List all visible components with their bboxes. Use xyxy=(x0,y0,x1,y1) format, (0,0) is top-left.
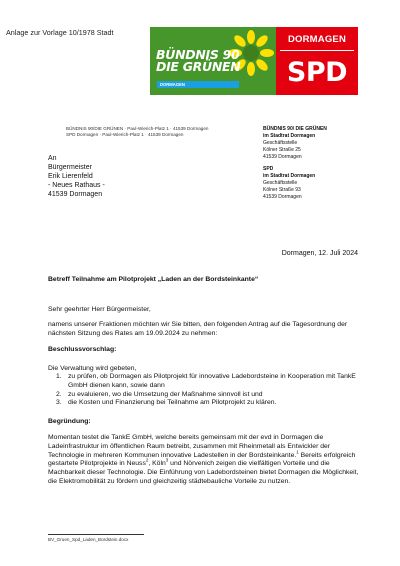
recipient-line: An xyxy=(48,155,57,162)
spd-logo-city: DORMAGEN xyxy=(287,34,347,45)
list-item-number: 2. xyxy=(56,390,62,398)
gruene-logo-line2: DIE GRÜNEN xyxy=(156,59,241,74)
spd-logo-word: SPD xyxy=(286,57,348,88)
recipient-line: - Neues Rathaus - xyxy=(48,182,105,189)
motion-lead-in: Die Verwaltung wird gebeten, xyxy=(48,365,137,372)
list-item xyxy=(48,399,360,408)
spd-logo xyxy=(276,27,358,95)
gruene-logo xyxy=(150,27,276,95)
salutation: Sehr geehrter Herr Bürgermeister, xyxy=(48,306,151,313)
reason-heading: Begründung: xyxy=(48,418,91,425)
reason-paragraph xyxy=(48,434,360,487)
footnote-marker: 1 xyxy=(296,449,299,455)
sender-spd-office: Geschäftsstelle xyxy=(263,180,298,186)
footer-divider xyxy=(48,534,144,535)
sender-spd-street: Kölner Straße 93 xyxy=(263,187,301,193)
return-address xyxy=(66,126,208,138)
sender-gruene-office: Geschäftsstelle xyxy=(263,140,298,146)
letter-subject: Betreff Teilnahme am Pilotprojekt „Laden an der Bordsteinkante“ xyxy=(48,276,259,283)
spd-logo-divider xyxy=(280,50,354,51)
list-item-text: zu evaluieren, wo die Umsetzung der Maßnahme sinnvoll ist und xyxy=(68,390,263,398)
sender-gruene-council: im Stadtrat Dormagen xyxy=(263,133,316,139)
list-item-number: 1. xyxy=(56,373,62,380)
list-item-number: 3. xyxy=(56,399,62,407)
return-address-line: BÜNDNIS 90/DIE GRÜNEN · Paul-Wierich-Platz 1 · 41539 Dormagen xyxy=(66,126,209,131)
sender-spd-name: SPD xyxy=(263,166,274,172)
reason-text: Bereits erfolgreich gestartete Pilotprojekte in Neuss xyxy=(48,451,356,468)
list-item-text: die Kosten und Finanzierung bei Teilnahme am Pilotprojekt zu klären. xyxy=(68,399,277,407)
sender-gruene-name: BÜNDNIS 90/ DIE GRÜNEN xyxy=(263,126,327,132)
attachment-label: Anlage zur Vorlage 10/1978 Stadt xyxy=(6,28,114,37)
letter-date: Dormagen, 12. Juli 2024 xyxy=(281,250,358,257)
footnote-marker: 2 xyxy=(145,458,149,464)
recipient-address xyxy=(48,154,105,199)
gruene-logo-sub: DORMAGEN xyxy=(157,81,239,88)
list-item xyxy=(48,391,360,400)
sender-block xyxy=(263,126,327,201)
reason-text: und Nörvenich zeigen die vielfältigen Vorteile und die Machbarkeit dieser Technologie. Die Einführung von Ladebordsteinen bietet Dormagen die Möglichkeit, die Elektromobilität zu fördern und gleichzeitig städtebauliche Vorteile zu nutzen. xyxy=(48,460,359,485)
reason-text: , Köln xyxy=(148,460,166,468)
footer-filename: BV_Gruen_Spd_Laden_Bordstein.docx xyxy=(48,537,129,542)
gruene-logo-text xyxy=(156,49,244,73)
list-item-text: zu prüfen, ob Dormagen als Pilotprojekt für innovative Ladebordsteine in Kooperation mit TankE GmbH dienen kann, sowie dann xyxy=(68,373,356,389)
motion-list xyxy=(48,373,360,408)
list-item xyxy=(48,373,360,391)
motion-heading: Beschlussvorschlag: xyxy=(48,346,117,353)
sender-gruene-street: Kölner Straße 25 xyxy=(263,147,301,153)
sender-gruene-city: 41539 Dormagen xyxy=(263,154,302,160)
recipient-line: Bürgermeister xyxy=(48,164,92,171)
return-address-line: SPD Dormagen · Paul-Wierich-Platz 1 · 41539 Dormagen xyxy=(66,132,184,137)
footnote-marker: 3 xyxy=(165,458,169,464)
sender-spd-council: im Stadtrat Dormagen xyxy=(263,173,316,179)
intro-paragraph: namens unserer Fraktionen möchten wir Sie bitten, den folgenden Antrag auf die Tagesordnung der nächsten Sitzung des Rates am 19.09.2024 zu nehmen: xyxy=(48,321,348,337)
recipient-line: Erik Lierenfeld xyxy=(48,173,93,180)
gruene-logo-line1: BÜNDNIS 90 xyxy=(156,47,240,62)
recipient-line: 41539 Dormagen xyxy=(48,191,103,198)
reason-text: Momentan testet die TankE GmbH, welche bereits gemeinsam mit der evd in Dormagen die Ladeinfrastruktur im öffentlichen Raum betreibt, zusammen mit Rheinmetall als Entwickler der Technologie in mehreren Kommunen innovative Ladestellen in der Bordsteinkante. xyxy=(48,434,331,459)
sender-spd-city: 41539 Dormagen xyxy=(263,194,302,200)
